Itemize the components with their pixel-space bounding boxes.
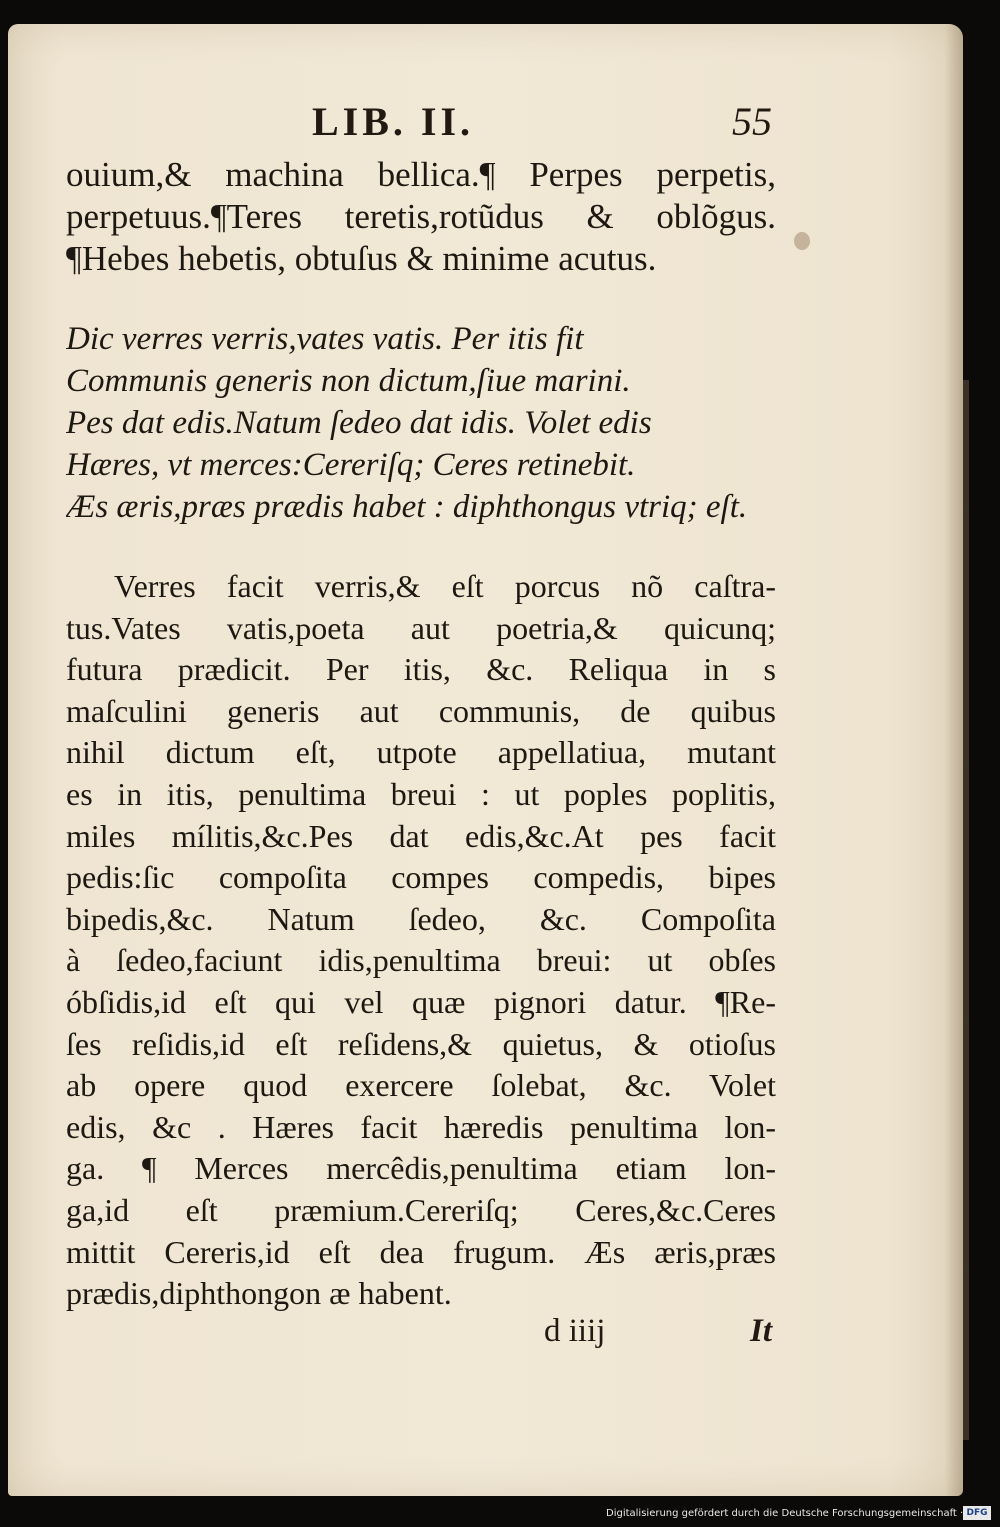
text-line: ga. ¶ Merces mercêdis,penultima etiam lon-	[66, 1150, 776, 1187]
page-number: 55	[732, 99, 772, 144]
text-line: miles mílitis,&c.Pes dat edis,&c.At pes facit	[66, 817, 776, 854]
text-line: Verres facit verris,& eſt porcus nõ caſtra-	[114, 568, 776, 604]
text-line: tus.Vates vatis,poeta aut poetria,& quicunq;	[66, 609, 776, 646]
text-line: ab opere quod exercere ſolebat, &c. Volet	[66, 1067, 776, 1104]
running-title: LIB. II.	[312, 99, 475, 144]
verse-line: Pes dat edis.Natum ſedeo dat idis. Volet edis	[66, 405, 652, 441]
text-line: prædis,diphthongon æ habent.	[66, 1275, 452, 1312]
page-header	[66, 90, 772, 150]
page-edge-shadow	[945, 24, 963, 1496]
dfg-logo: DFG	[963, 1506, 991, 1520]
text-line: es in itis, penultima breui : ut poples poplitis,	[66, 775, 776, 812]
digitization-credit: Digitalisierung gefördert durch die Deutsche Forschungsgemeinschaft ·	[606, 1508, 964, 1519]
text-line: futura prædicit. Per itis, &c. Reliqua in s	[66, 651, 776, 688]
text-line: maſculini generis aut communis, de quibus	[66, 692, 776, 729]
text-line: à ſedeo,faciunt idis,penultima breui: ut obſes	[66, 942, 776, 979]
text-line: ouium,& machina bellica.¶ Perpes perpetis,	[66, 155, 776, 194]
opening-paragraph	[66, 154, 776, 280]
verse-line: Dic verres verris,vates vatis. Per itis fit	[66, 321, 584, 357]
text-line: edis, &c . Hæres facit hæredis penultima lon-	[66, 1108, 776, 1145]
commentary-paragraph	[66, 566, 776, 1315]
verse-line: Hæres, vt merces:Cereriſq; Ceres retinebit.	[66, 447, 636, 483]
text-line: ſes reſidis,id eſt reſidens,& quietus, & otioſus	[66, 1025, 776, 1062]
text-line: óbſidis,id eſt qui vel quæ pignori datur. ¶Re-	[66, 983, 776, 1020]
verse-line: Communis generis non dictum,ſiue marini.	[66, 363, 631, 399]
paper-stain	[794, 232, 810, 250]
text-line: nihil dictum eſt, utpote appellatiua, mutant	[66, 734, 776, 771]
text-line: bipedis,&c. Natum ſedeo, &c. Compoſita	[66, 900, 776, 937]
text-line: mittit Cereris,id eſt dea frugum. Æs æris,præs	[66, 1233, 776, 1270]
text-line: ¶Hebes hebetis, obtuſus & minime acutus.	[66, 239, 657, 278]
page-footer	[66, 1313, 772, 1357]
text-line: pedis:ſic compoſita compes compedis, bipes	[66, 859, 776, 896]
next-page-edge	[963, 380, 969, 1440]
catchword: It	[749, 1313, 772, 1349]
verse-rule	[66, 318, 776, 528]
text-line: perpetuus.¶Teres teretis,rotũdus & oblõgus.	[66, 197, 776, 236]
verse-line: Æs æris,præs prædis habet : diphthongus vtriq; eſt.	[66, 489, 748, 525]
signature-mark: d iiij	[544, 1313, 606, 1349]
text-line: ga,id eſt præmium.Cereriſq; Ceres,&c.Ceres	[66, 1191, 776, 1228]
